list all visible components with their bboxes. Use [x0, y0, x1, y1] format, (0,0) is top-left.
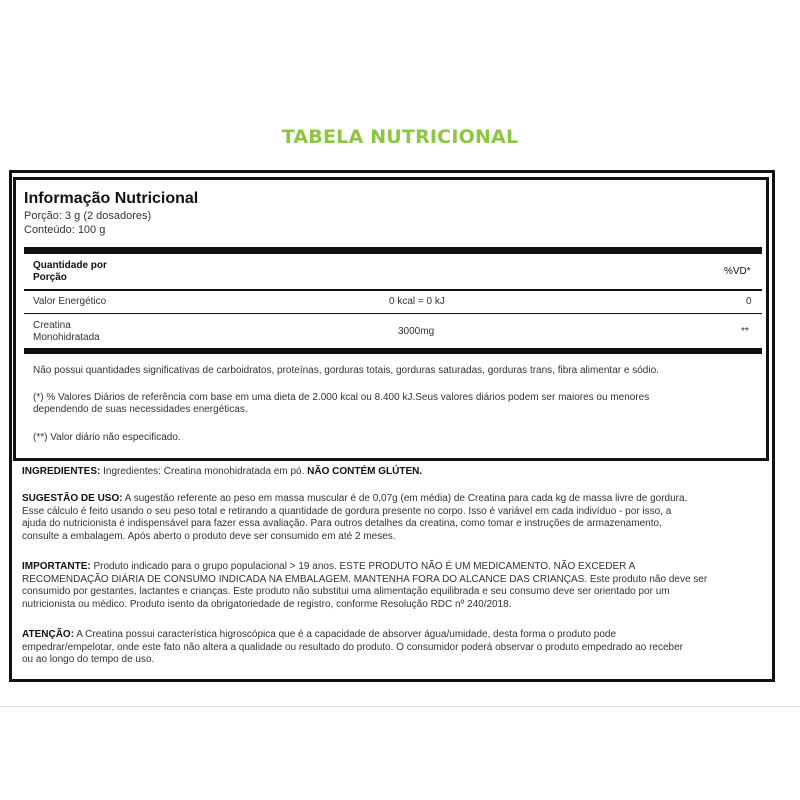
- important-line: RECOMENDAÇÃO DIÁRIA DE CONSUMO INDICADA NA EMBALAGEM. MANTENHA FORA DO ALCANCE DAS CRIANÇAS. Este produto não deve ser: [22, 573, 708, 585]
- note-daily-values-line1: (*) % Valores Diários de referência com base em uma dieta de 2.000 kcal ou 8.400 kJ.Seus valores diários podem ser maiores ou menores: [33, 392, 650, 403]
- row-divider: [24, 313, 762, 314]
- ingredients-section: [22, 466, 762, 479]
- row-energy-amount: 0 kcal = 0 kJ: [389, 296, 445, 307]
- usage-line: ajuda do nutricionista é indispensável para fazer essa avaliação. Para outros detalhes da creatina, como tomar e instruções de armazenamento,: [22, 518, 662, 529]
- attention-section: [22, 629, 762, 667]
- row-energy-name: Valor Energético: [33, 296, 107, 307]
- important-line: Produto indicado para o grupo populacional > 19 anos. ESTE PRODUTO NÃO É UM MEDICAMENTO. NÃO EXCEDER A: [90, 561, 636, 572]
- attention-line: A Creatina possui característica higroscópica que é a capacidade de absorver água/umidade, desta forma o produto pode: [74, 629, 617, 640]
- note-insignificant: Não possui quantidades significativas de carboidratos, proteínas, gorduras totais, gorduras saturadas, gorduras trans, fibra alimentar e sódio.: [33, 365, 659, 376]
- usage-line: A sugestão referente ao peso em massa muscular é de 0,07g (em média) de Creatina para cada kg de massa livre de gordura.: [122, 493, 688, 504]
- panel-title: Informação Nutricional: [24, 190, 199, 207]
- usage-label: SUGESTÃO DE USO:: [22, 493, 123, 504]
- page-bottom-rule: [0, 706, 800, 707]
- important-section: [22, 561, 762, 611]
- usage-line: consulte a embalagem. Após aberto o produto deve ser consumido em até 2 meses.: [22, 530, 396, 542]
- page-title: TABELA NUTRICIONAL: [281, 126, 519, 148]
- gluten-free-text: NÃO CONTÉM GLÚTEN.: [307, 466, 423, 477]
- note-not-specified: (**) Valor diário não especificado.: [33, 432, 181, 443]
- note-daily-values-line2: dependendo de suas necessidades energéticas.: [33, 404, 248, 415]
- usage-section: [22, 493, 762, 543]
- attention-line: ou ao longo do tempo de uso.: [22, 654, 155, 665]
- portion-text: Porção: 3 g (2 dosadores): [24, 210, 152, 222]
- row-creatine-amount: 3000mg: [398, 326, 435, 337]
- row-creatine-name-line2: Monohidratada: [33, 332, 100, 343]
- attention-label: ATENÇÃO:: [22, 629, 75, 640]
- header-vd: %VD*: [724, 266, 751, 277]
- thick-divider-bottom: [24, 348, 762, 354]
- row-energy-vd: 0: [746, 296, 752, 307]
- important-line: nutricionista ou médico. Produto isento da obrigatoriedade de registro, conforme Resolução RDC nº 240/2018.: [22, 598, 512, 610]
- ingredients-text: Ingredientes: Creatina monohidratada em pó.: [100, 466, 308, 477]
- attention-line: empedrar/empelotar, onde este fato não altera a qualidade ou resultado do produto. O consumidor poderá observar o produto empedrado ao receber: [22, 641, 683, 653]
- row-creatine-name-line1: Creatina: [33, 320, 71, 331]
- ingredients-label: INGREDIENTES:: [22, 466, 101, 477]
- row-creatine-vd: **: [741, 326, 749, 337]
- header-quantity-line1: Quantidade por: [33, 260, 107, 271]
- content-text: Conteúdo: 100 g: [24, 224, 106, 236]
- important-label: IMPORTANTE:: [22, 561, 91, 572]
- thick-divider: [24, 247, 762, 254]
- header-divider: [24, 289, 762, 291]
- important-line: consumido por gestantes, lactantes e crianças. Este produto não substitui uma alimentação equilibrada e seu consumo deve ser orientado por um: [22, 586, 670, 597]
- header-quantity-line2: Porção: [33, 272, 67, 283]
- usage-line: Esse cálculo é feito usando o seu peso total e retirando a quantidade de gordura presente no corpo. Isso é variável em cada indivíduo - por isso, a: [22, 505, 672, 517]
